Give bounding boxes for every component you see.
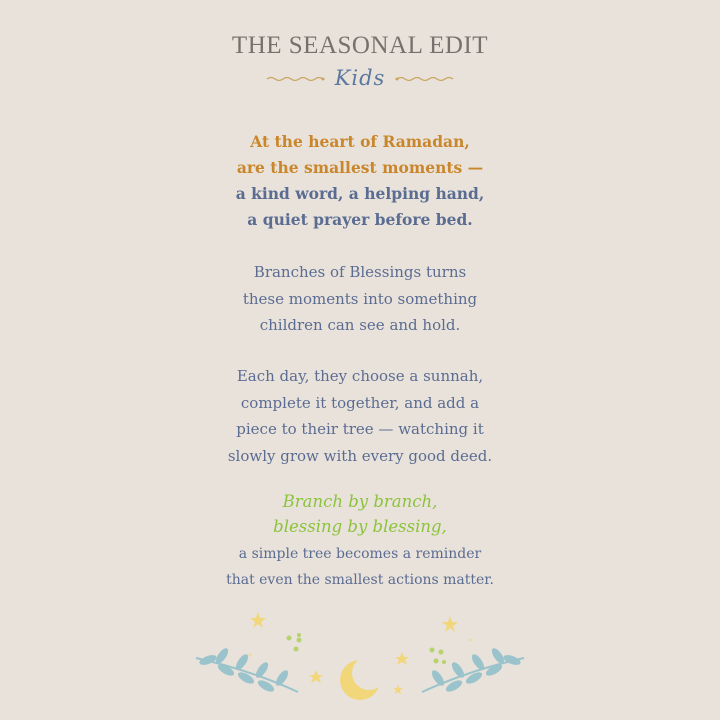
- closing-highlight: [0, 489, 720, 539]
- paragraph-line: these moments into something: [242, 289, 478, 308]
- closing-highlight-line: blessing by blessing,: [273, 517, 447, 536]
- intro-line: a kind word, a helping hand,: [235, 184, 485, 203]
- star-icon: [442, 616, 458, 632]
- star-icon: [395, 652, 409, 665]
- intro-highlight-line: At the heart of Ramadan,: [250, 132, 470, 151]
- crescent-moon-icon: [340, 656, 386, 700]
- subtitle-row: [0, 63, 720, 93]
- paragraph-three: [0, 363, 720, 469]
- right-flourish-icon: [395, 72, 455, 84]
- intro-paragraph: [0, 129, 720, 233]
- sparkle-icon: [469, 639, 472, 642]
- closing-line: that even the smallest actions matter.: [226, 572, 494, 588]
- dot-cluster-icon: [430, 648, 447, 665]
- page-subtitle: Kids: [334, 66, 386, 90]
- page-title: THE SEASONAL EDIT: [231, 32, 489, 59]
- star-icon: [393, 684, 403, 694]
- star-icon: [250, 612, 266, 628]
- paragraph-line: slowly grow with every good deed.: [227, 446, 493, 465]
- paragraph-line: Each day, they choose a sunnah,: [236, 367, 484, 385]
- paragraph-line: piece to their tree — watching it: [236, 420, 484, 438]
- closing-line: a simple tree becomes a reminder: [238, 546, 482, 562]
- intro-highlight-line: are the smallest moments —: [236, 158, 484, 177]
- leaf-branch-icon: [196, 646, 298, 694]
- paragraph-line: children can see and hold.: [259, 316, 461, 334]
- paragraph-two: [0, 259, 720, 339]
- closing-highlight-line: Branch by branch,: [282, 492, 438, 511]
- left-flourish-icon: [265, 72, 325, 84]
- closing-paragraph: [0, 541, 720, 593]
- leaf-branch-icon: [422, 646, 524, 694]
- intro-line: a quiet prayer before bed.: [247, 210, 473, 229]
- ramadan-decoration: [0, 600, 720, 720]
- star-icon: [309, 670, 323, 683]
- paragraph-line: Branches of Blessings turns: [253, 263, 467, 281]
- sparkle-icon: [249, 654, 252, 657]
- dot-cluster-icon: [287, 633, 302, 652]
- paragraph-line: complete it together, and add a: [240, 393, 480, 412]
